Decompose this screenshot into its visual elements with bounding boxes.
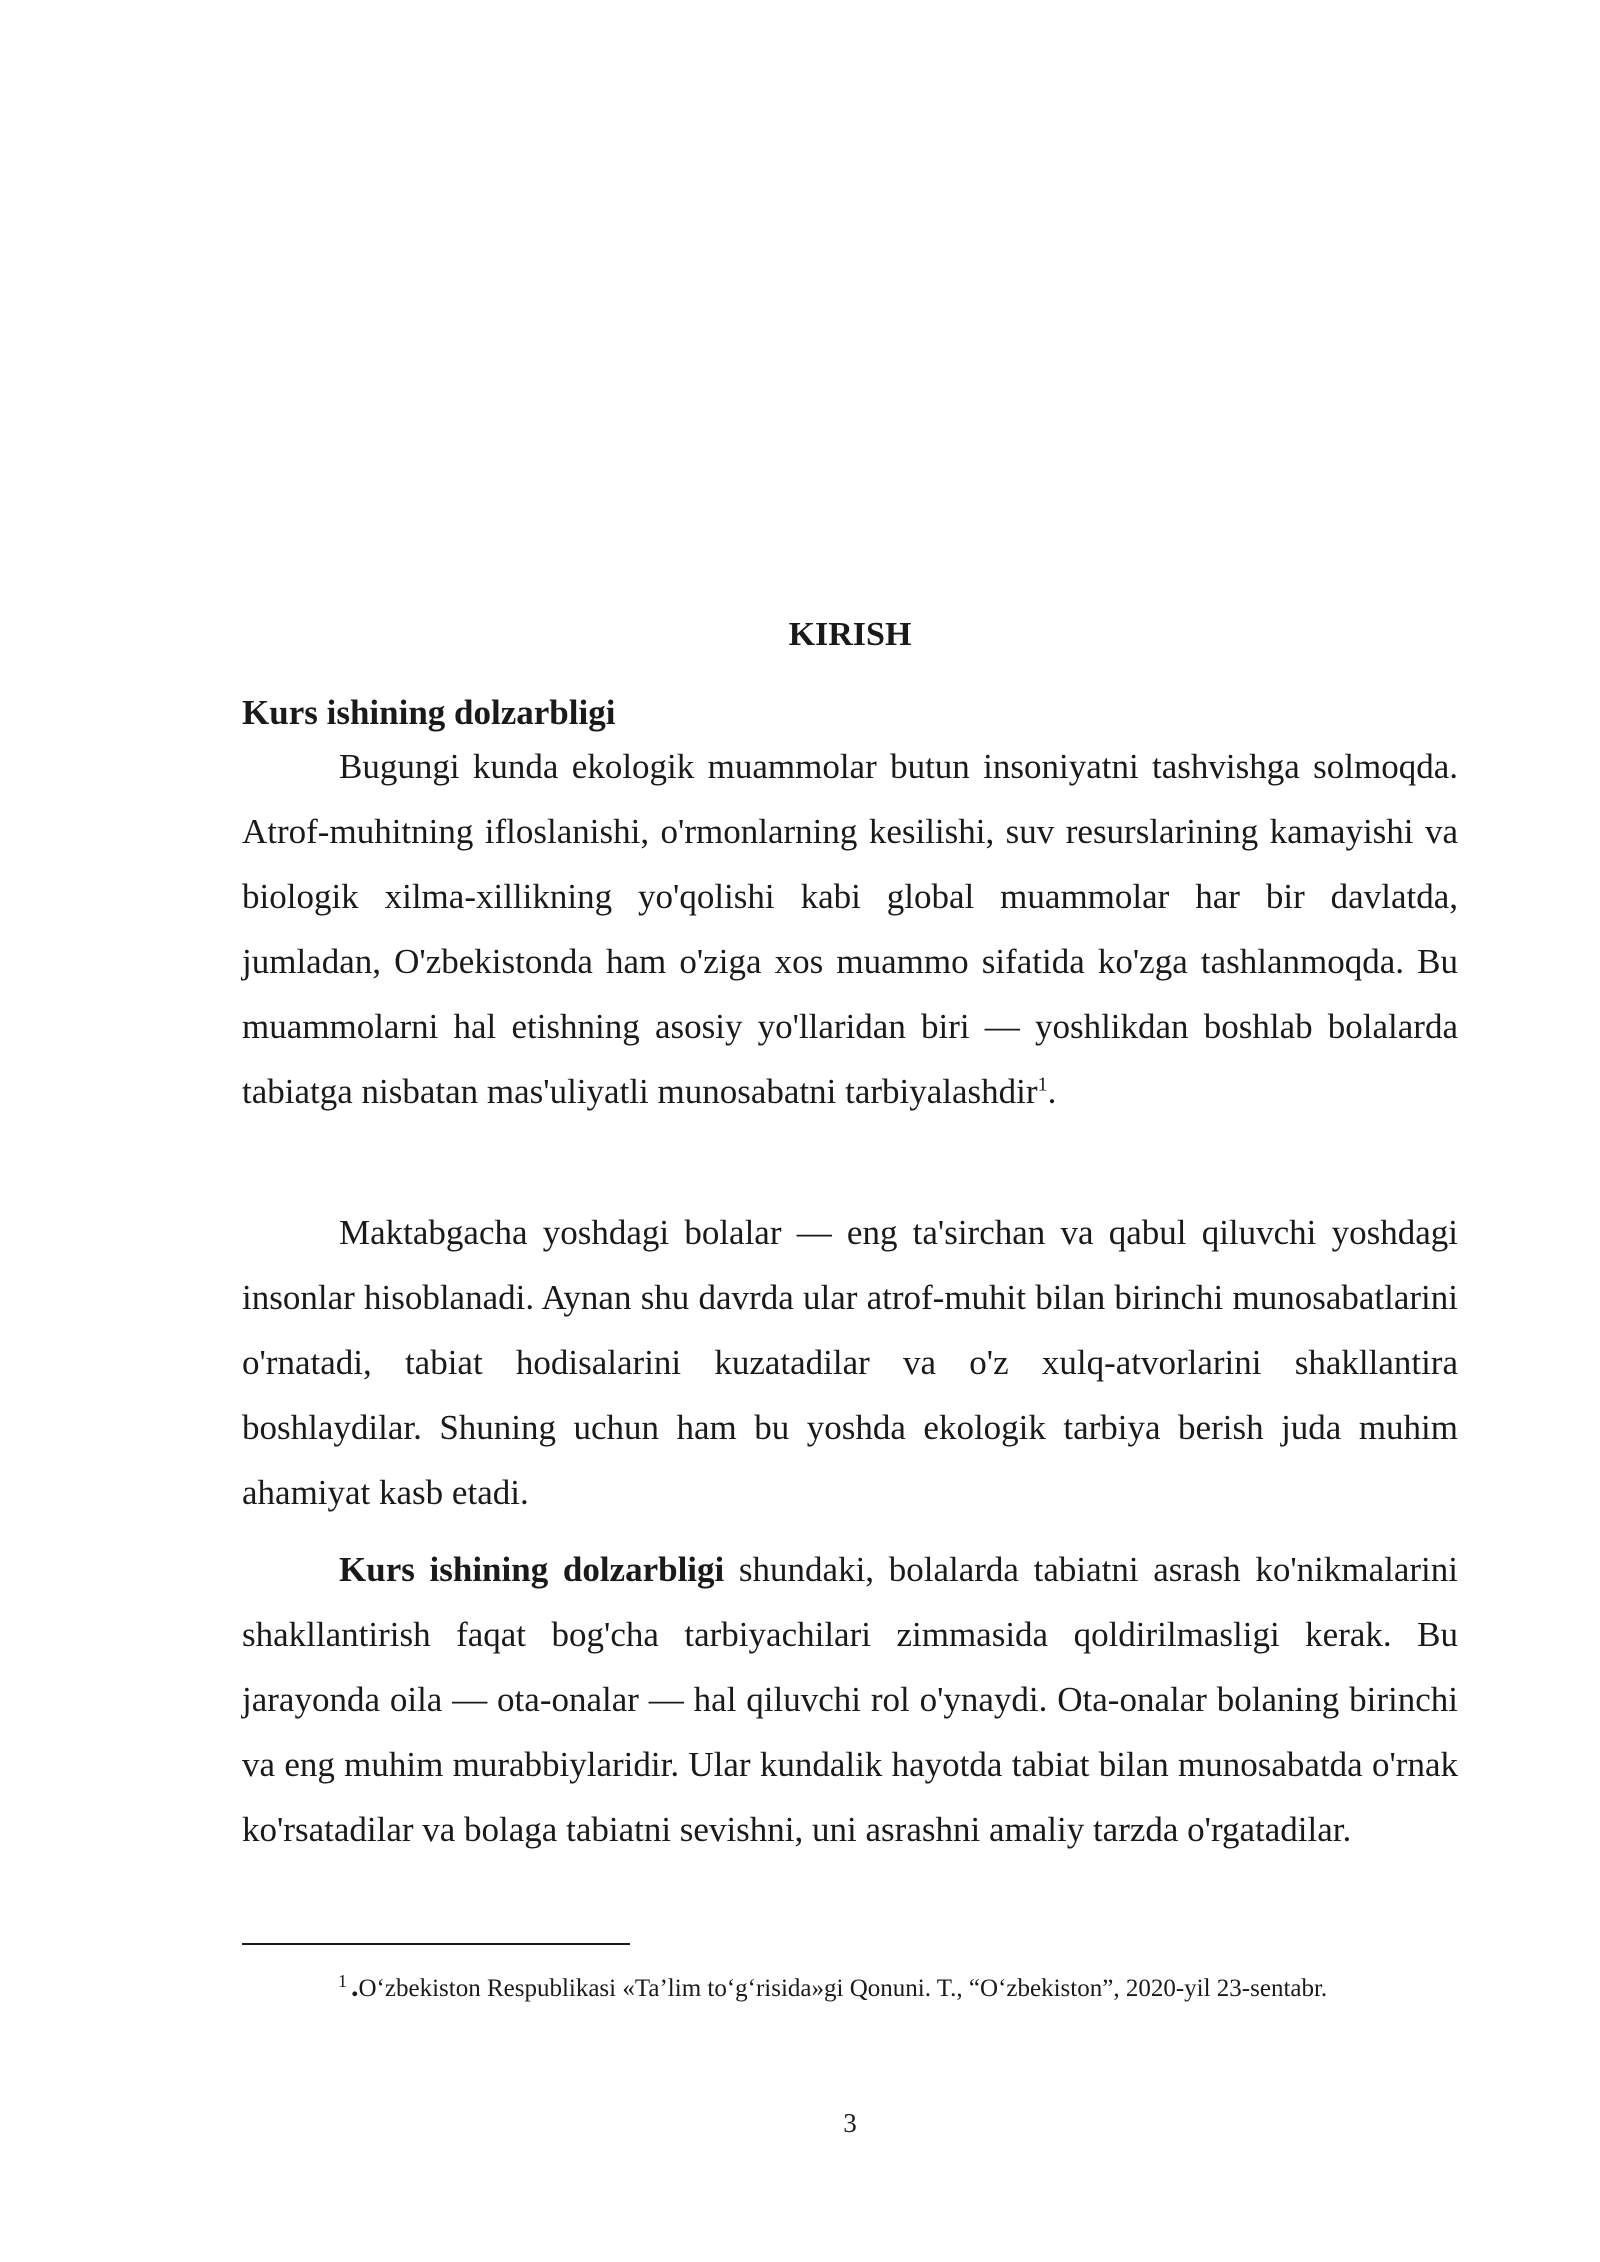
page-title: KIRISH <box>788 616 912 653</box>
section-heading: Kurs ishining dolzarbligi <box>242 693 616 732</box>
footnote-text: O‘zbekiston Respublikasi «Ta’lim to‘g‘risida»gi Qonuni. T., “O‘zbekiston”, 2020-yil 23-sentabr. <box>358 1975 1328 2002</box>
footnote <box>338 1970 1327 2006</box>
paragraph-1-text: Bugungi kunda ekologik muammolar butun insoniyatni tashvishga solmoqda. Atrof-muhitning ifloslanishi, o'rmonlarning kesilishi, suv resurslarining kamayishi va biologik xilma-xillikning yo'qolishi kabi global muammolar har bir davlatda, jumladan, O'zbekistonda ham o'ziga xos muammo sifatida ko'zga tashlanmoqda. Bu muammolarni hal etishning asosiy yo'llaridan biri — yoshlikdan boshlab bolalarda tabiatga nisbatan mas'uliyatli munosabatni tarbiyalashdir <box>242 747 1458 1111</box>
paragraph-2: Maktabgacha yoshdagi bolalar — eng ta'sirchan va qabul qiluvchi yoshdagi insonlar hisoblanadi. Aynan shu davrda ular atrof-muhit bilan birinchi munosabatlarini o'rnatadi, tabiat hodisalarini kuzatadilar va o'z xulq-atvorlarini shakllantira boshlaydilar. Shuning uchun ham bu yoshda ekologik tarbiya berish juda muhim ahamiyat kasb etadi. <box>242 1213 1458 1512</box>
footnote-divider <box>242 1943 630 1945</box>
footnote-reference: 1 <box>1037 1073 1048 1096</box>
paragraph-3-bold-lead: Kurs ishining dolzarbligi <box>339 1550 725 1589</box>
paragraph-3 <box>242 1537 1458 1862</box>
footnote-dot: . <box>351 1970 359 2003</box>
footnote-mark: 1 <box>338 1970 347 1991</box>
paragraph-1-end: . <box>1047 1072 1057 1111</box>
page-number: 3 <box>843 2108 857 2138</box>
paragraph-1 <box>242 734 1458 1124</box>
paragraph-3-text: shundaki, bolalarda tabiatni asrash ko'nikmalarini shakllantirish faqat bog'cha tarbiyachilari zimmasida qoldirilmasligi kerak. Bu jarayonda oila — ota-onalar — hal qiluvchi rol o'ynaydi. Ota-onalar bolaning birinchi va eng muhim murabbiylaridir. Ular kundalik hayotda tabiat bilan munosabatda o'rnak ko'rsatadilar va bolaga tabiatni sevishni, uni asrashni amaliy tarzda o'rgatadilar. <box>242 1550 1459 1849</box>
